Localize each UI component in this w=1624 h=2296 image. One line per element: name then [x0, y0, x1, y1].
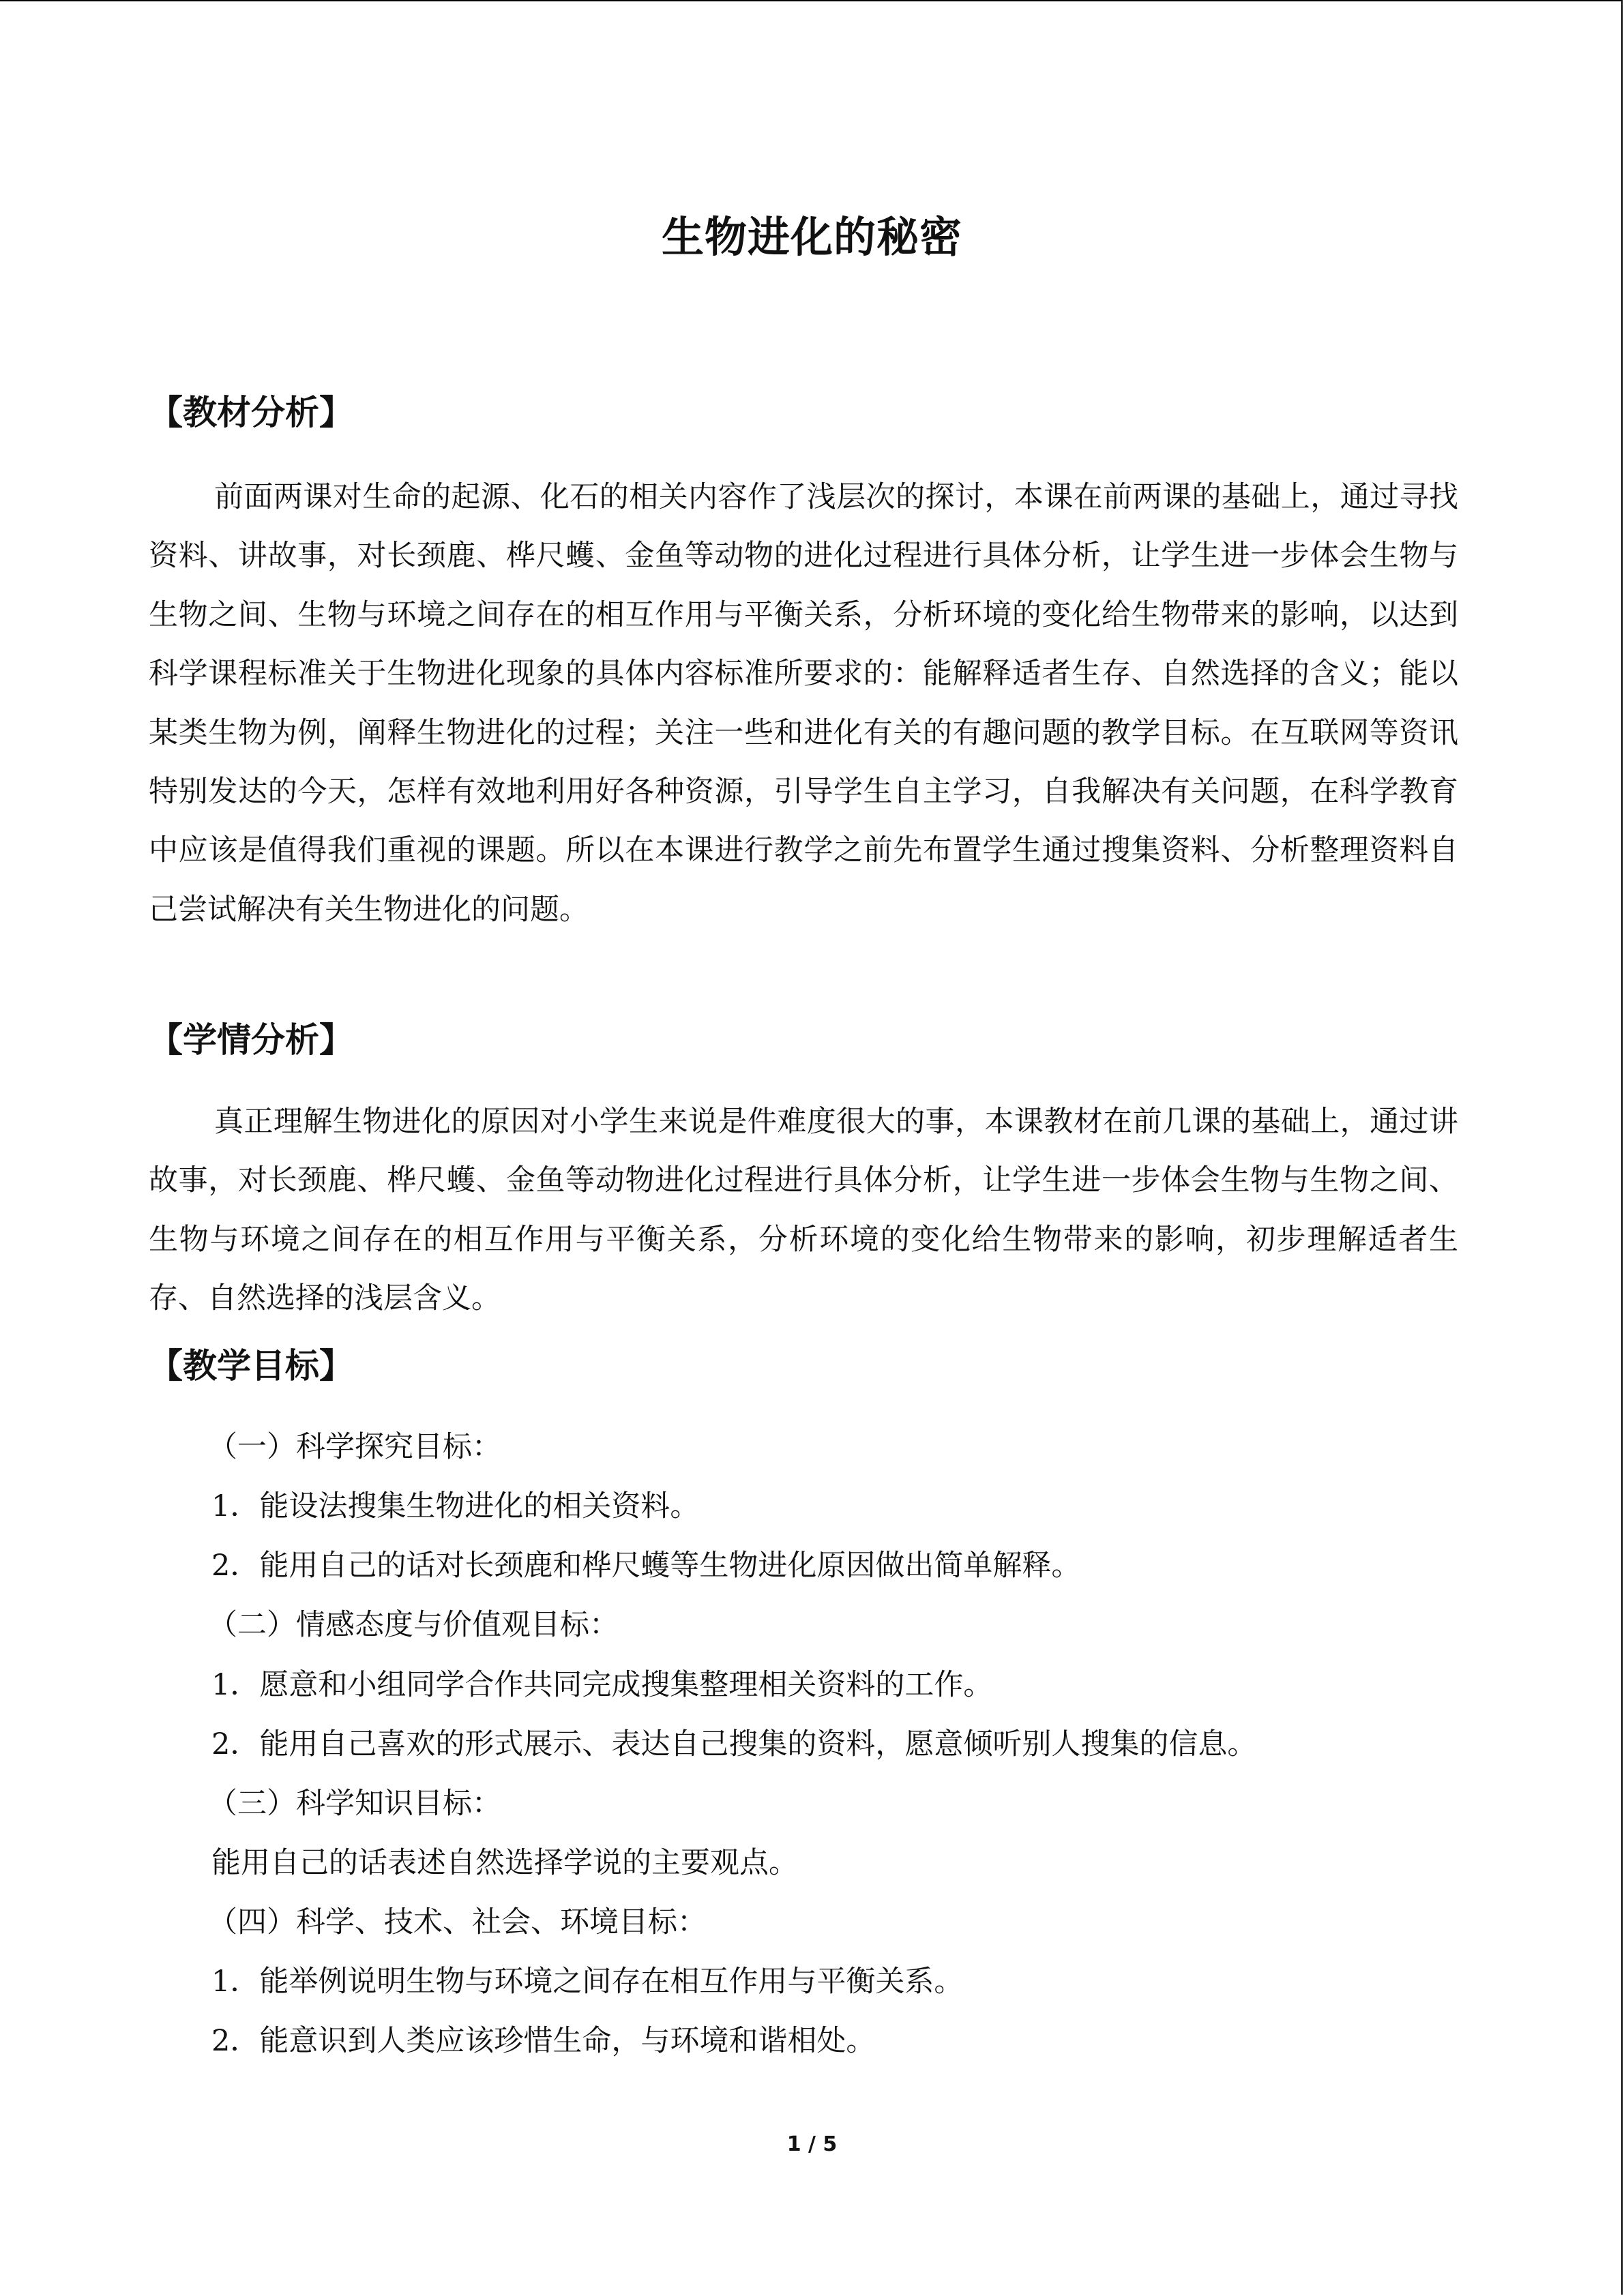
goal-subheading-stse: （四）科学、技术、社会、环境目标：: [208, 1905, 707, 1939]
goal-item: 1．愿意和小组同学合作共同完成搜集整理相关资料的工作。: [211, 1668, 993, 1702]
goal-subheading-inquiry: （一）科学探究目标：: [208, 1430, 501, 1464]
page-number: 1 / 5: [786, 2132, 838, 2156]
goal-subheading-knowledge: （三）科学知识目标：: [208, 1787, 501, 1821]
goal-item: 1．能设法搜集生物进化的相关资料。: [211, 1489, 700, 1523]
paragraph-student-analysis: 真正理解生物进化的原因对小学生来说是件难度很大的事，本课教材在前几课的基础上，通过讲故事，对长颈鹿、桦尺蠖、金鱼等动物进化过程进行具体分析，让学生进一步体会生物与生物之间、生物与环境之间存在的相互作用与平衡关系，分析环境的变化给生物带来的影响，初步理解适者生存、自然选择的浅层含义。: [149, 1105, 1458, 1316]
goal-item: 1．能举例说明生物与环境之间存在相互作用与平衡关系。: [211, 1965, 964, 1999]
page-title: 生物进化的秘密: [661, 212, 962, 262]
heading-teaching-goals: 【教学目标】: [149, 1346, 353, 1386]
heading-material-analysis: 【教材分析】: [149, 393, 353, 432]
goal-item: 2．能用自己喜欢的形式展示、表达自己搜集的资料，愿意倾听别人搜集的信息。: [211, 1727, 1257, 1761]
goal-item: 2．能用自己的话对长颈鹿和桦尺蠖等生物进化原因做出简单解释。: [211, 1549, 1081, 1583]
paragraph-material-analysis: 前面两课对生命的起源、化石的相关内容作了浅层次的探讨，本课在前两课的基础上，通过寻找资料、讲故事，对长颈鹿、桦尺蠖、金鱼等动物的进化过程进行具体分析，让学生进一步体会生物与生物之间、生物与环境之间存在的相互作用与平衡关系，分析环境的变化给生物带来的影响，以达到科学课程标准关于生物进化现象的具体内容标准所要求的：能解释适者生存、自然选择的含义；能以某类生物为例，阐释生物进化的过程；关注一些和进化有关的有趣问题的教学目标。在互联网等资讯特别发达的今天，怎样有效地利用好各种资源，引导学生自主学习，自我解决有关问题，在科学教育中应该是值得我们重视的课题。所以在本课进行教学之前先布置学生通过搜集资料、分析整理资料自己尝试解决有关生物进化的问题。: [149, 480, 1458, 927]
goal-item: 2．能意识到人类应该珍惜生命，与环境和谐相处。: [211, 2024, 876, 2058]
heading-student-analysis: 【学情分析】: [149, 1020, 353, 1060]
goal-item: 能用自己的话表述自然选择学说的主要观点。: [211, 1846, 798, 1880]
goal-subheading-attitude: （二）情感态度与价值观目标：: [208, 1608, 619, 1642]
